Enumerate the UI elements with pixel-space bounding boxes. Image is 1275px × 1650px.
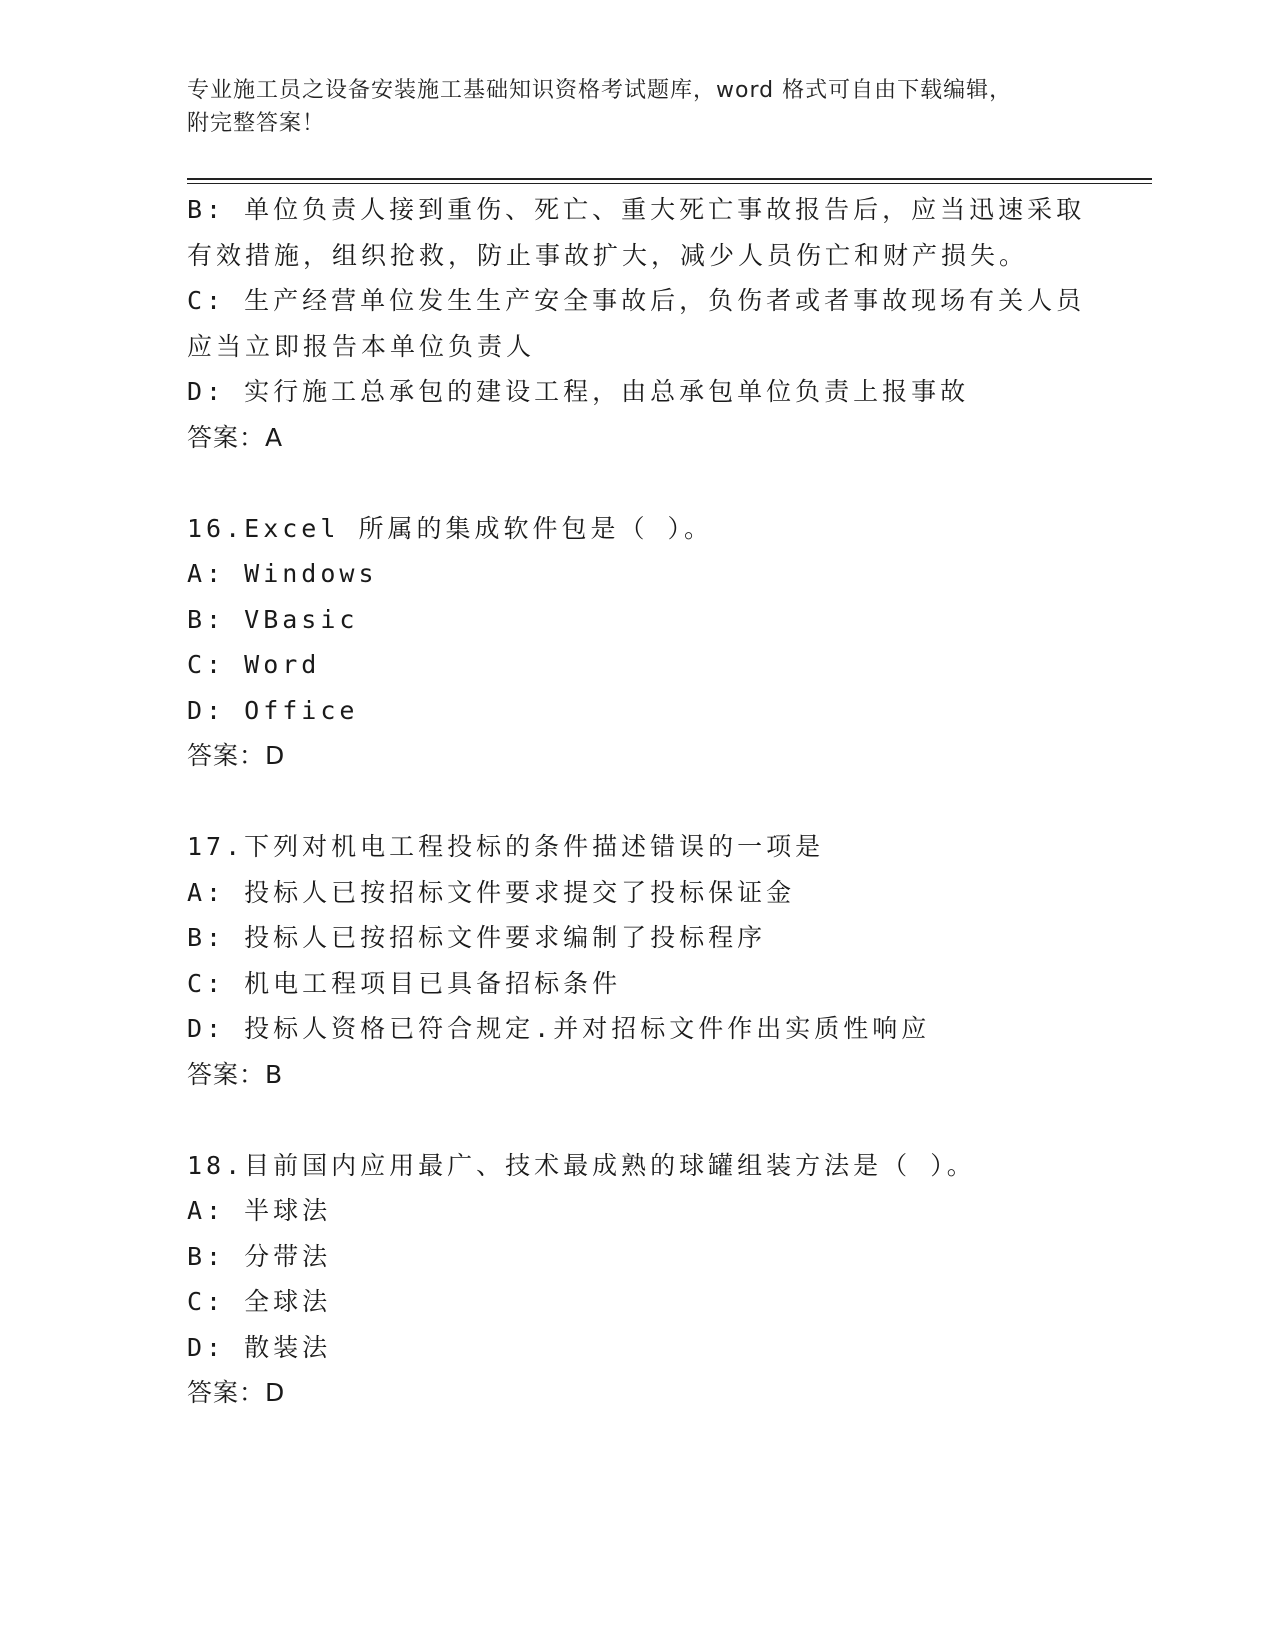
question-17 bbox=[187, 824, 1087, 1097]
spacer bbox=[187, 1097, 1087, 1143]
spacer bbox=[187, 779, 1087, 825]
document-body bbox=[187, 187, 1087, 1416]
option-a: A: 半球法 bbox=[187, 1196, 332, 1225]
question-15-tail bbox=[187, 187, 1087, 460]
option-c-line-2: 应当立即报告本单位负责人 bbox=[187, 331, 536, 361]
header-line-1: 专业施工员之设备安装施工基础知识资格考试题库，word 格式可自由下载编辑， bbox=[187, 78, 1013, 103]
option-b-line-2: 有效措施，组织抢救，防止事故扩大，减少人员伤亡和财产损失。 bbox=[187, 240, 1029, 270]
option-d: D: 实行施工总承包的建设工程，由总承包单位负责上报事故 bbox=[187, 377, 970, 406]
header-line-2: 附完整答案！ bbox=[187, 111, 326, 136]
spacer bbox=[187, 460, 1087, 506]
question-stem: 16.Excel 所属的集成软件包是（ ）。 bbox=[187, 513, 714, 543]
option-d: D: 散装法 bbox=[187, 1332, 332, 1362]
option-c: C: 全球法 bbox=[187, 1287, 332, 1316]
question-stem: 17.下列对机电工程投标的条件描述错误的一项是 bbox=[187, 832, 825, 861]
option-b: B: 分带法 bbox=[187, 1241, 332, 1271]
option-d: D: 投标人资格已符合规定.并对招标文件作出实质性响应 bbox=[187, 1014, 931, 1043]
answer: 答案：D bbox=[187, 741, 286, 770]
option-c: C: Word bbox=[187, 650, 321, 679]
option-b-line-1: B: 单位负责人接到重伤、死亡、重大死亡事故报告后，应当迅速采取 bbox=[187, 195, 1086, 224]
option-b: B: VBasic bbox=[187, 604, 359, 634]
page-header bbox=[187, 74, 1087, 140]
header-rule-top bbox=[187, 178, 1152, 180]
option-b: B: 投标人已按招标文件要求编制了投标程序 bbox=[187, 923, 767, 952]
option-a: A: 投标人已按招标文件要求提交了投标保证金 bbox=[187, 877, 796, 907]
question-stem: 18.目前国内应用最广、技术最成熟的球罐组装方法是（ ）。 bbox=[187, 1150, 976, 1180]
option-a: A: Windows bbox=[187, 559, 378, 588]
question-16 bbox=[187, 506, 1087, 779]
option-d: D: Office bbox=[187, 695, 359, 725]
header-rule-bottom bbox=[187, 183, 1152, 184]
option-c-line-1: C: 生产经营单位发生生产安全事故后，负伤者或者事故现场有关人员 bbox=[187, 286, 1086, 315]
question-18 bbox=[187, 1143, 1087, 1416]
answer: 答案：A bbox=[187, 422, 284, 452]
answer: 答案：B bbox=[187, 1059, 284, 1089]
option-c: C: 机电工程项目已具备招标条件 bbox=[187, 968, 622, 998]
answer: 答案：D bbox=[187, 1378, 286, 1407]
